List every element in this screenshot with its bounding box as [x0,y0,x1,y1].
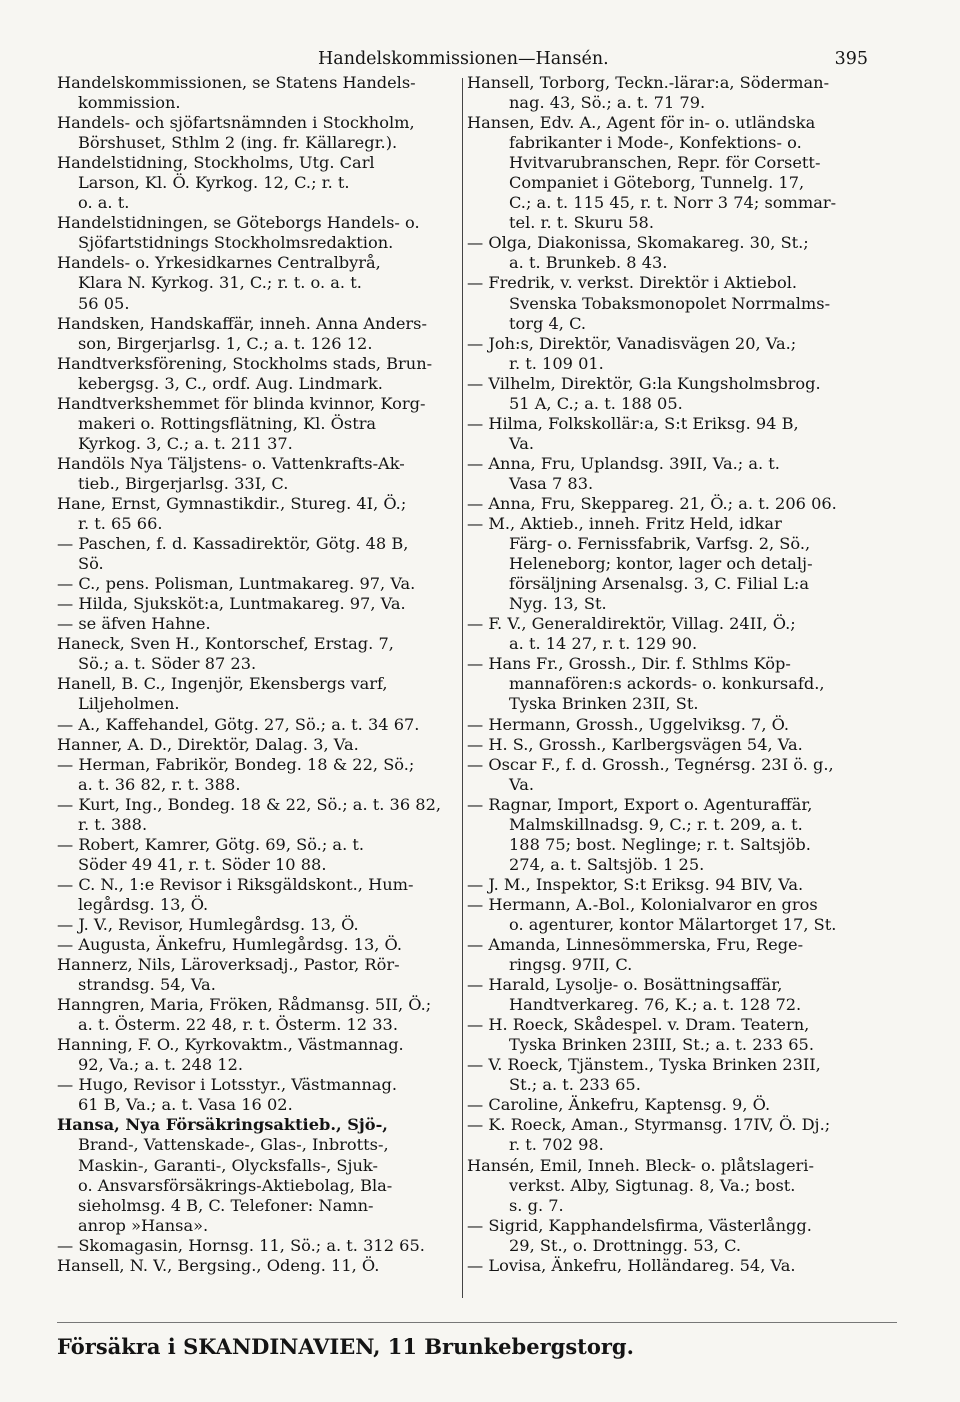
directory-line: Companiet i Göteborg, Tunnelg. 17, [509,173,805,193]
directory-line: o. Ansvarsförsäkrings-Aktiebolag, Bla- [78,1175,393,1195]
directory-line: nag. 43, Sö.; a. t. 71 79. [509,93,706,113]
directory-line: r. t. 109 01. [509,353,604,373]
directory-line: — Hans Fr., Grossh., Dir. f. Sthlms Köp- [467,654,791,674]
footer-advertisement: Försäkra i SKANDINAVIEN, 11 Brunkebergstorg. [57,1334,634,1359]
directory-line: 56 05. [78,293,130,313]
directory-line: Handelstidning, Stockholms, Utg. Carl [57,153,375,173]
directory-line: Hanngren, Maria, Fröken, Rådmansg. 5II, Ö.; [57,995,432,1015]
directory-line: Söder 49 41, r. t. Söder 10 88. [78,854,327,874]
directory-line: a. t. Österm. 22 48, r. t. Österm. 12 33. [78,1015,398,1035]
directory-line: — Hilda, Sjuksköt:a, Luntmakareg. 97, Va. [57,594,406,614]
directory-line: — Paschen, f. d. Kassadirektör, Götg. 48 B, [57,534,409,554]
directory-line: Larson, Kl. Ö. Kyrkog. 12, C.; r. t. [78,173,350,193]
directory-line: Svenska Tobaksmonopolet Norrmalms- [509,293,831,313]
directory-line: fabrikanter i Mode-, Konfektions- o. [509,133,802,153]
directory-line: Klara N. Kyrkog. 31, C.; r. t. o. a. t. [78,273,362,293]
directory-line: — Joh:s, Direktör, Vanadisvägen 20, Va.; [467,333,797,353]
directory-line: Hansell, Torborg, Teckn.-lärar:a, Söderman- [467,73,830,92]
directory-line: — Lovisa, Änkefru, Holländareg. 54, Va. [467,1255,796,1275]
directory-line: makeri o. Rottingsflätning, Kl. Östra [78,413,377,433]
directory-line: — Hugo, Revisor i Lotsstyr., Västmannag. [57,1075,397,1095]
directory-line: — J. M., Inspektor, S:t Eriksg. 94 BIV, Va. [467,874,804,894]
directory-line: tel. r. t. Skuru 58. [509,213,654,233]
directory-line: 61 B, Va.; a. t. Vasa 16 02. [78,1095,293,1115]
page-number: 395 [834,49,868,69]
directory-line: sieholmsg. 4 B, C. Telefoner: Namn- [78,1195,374,1215]
directory-line: verkst. Alby, Sigtunag. 8, Va.; bost. [509,1175,796,1195]
directory-line: Sö.; a. t. Söder 87 23. [78,654,257,674]
directory-line: — Hermann, A.-Bol., Kolonialvaror en gros [467,894,818,914]
directory-line: — C., pens. Polisman, Luntmakareg. 97, Va. [57,574,416,594]
directory-line: Handtverksförening, Stockholms stads, Brun- [57,353,433,373]
directory-line: St.; a. t. 233 65. [509,1075,641,1095]
directory-line: kebergsg. 3, C., ordf. Aug. Lindmark. [78,373,383,393]
running-title: Handelskommissionen—Hansén. [318,49,609,69]
directory-line: anrop »Hansa». [78,1215,209,1235]
directory-line: — Herman, Fabrikör, Bondeg. 18 & 22, Sö.; [57,754,415,774]
directory-line: Hannerz, Nils, Läroverksadj., Pastor, Rör- [57,955,400,975]
directory-line: — Ragnar, Import, Export o. Agenturaffär, [467,794,813,814]
directory-line: — H. S., Grossh., Karlbergsvägen 54, Va. [467,734,803,754]
directory-line: Färg- o. Fernissfabrik, Varfsg. 2, Sö., [509,534,811,554]
directory-line: ringsg. 97II, C. [509,955,633,975]
directory-line: Handtverkshemmet för blinda kvinnor, Korg- [57,393,426,413]
directory-line: — Vilhelm, Direktör, G:la Kungsholmsbrog. [467,373,821,393]
directory-line: Handels- och sjöfartsnämnden i Stockholm, [57,113,415,133]
directory-line: — M., Aktieb., inneh. Fritz Held, idkar [467,514,782,534]
directory-line: Liljeholmen. [78,694,180,714]
directory-line: Tyska Brinken 23III, St.; a. t. 233 65. [509,1035,814,1055]
directory-line: Hansell, N. V., Bergsing., Odeng. 11, Ö. [57,1255,380,1275]
directory-line: kommission. [78,93,181,113]
directory-line: — Skomagasin, Hornsg. 11, Sö.; a. t. 312 65. [57,1235,425,1255]
directory-line: — Harald, Lysolje- o. Bosättningsaffär, [467,975,783,995]
directory-line: Hanell, B. C., Ingenjör, Ekensbergs varf, [57,674,388,694]
directory-line: Nyg. 13, St. [509,594,607,614]
directory-line: — Anna, Fru, Skeppareg. 21, Ö.; a. t. 206 06. [467,493,837,513]
directory-line: — V. Roeck, Tjänstem., Tyska Brinken 23II, [467,1055,821,1075]
directory-line: 274, a. t. Saltsjöb. 1 25. [509,854,705,874]
directory-line: a. t. Brunkeb. 8 43. [509,253,668,273]
directory-line: a. t. 14 27, r. t. 129 90. [509,634,698,654]
directory-line: torg 4, C. [509,313,587,333]
directory-line: Malmskillnadsg. 9, C.; r. t. 209, a. t. [509,814,803,834]
directory-line: — Augusta, Änkefru, Humlegårdsg. 13, Ö. [57,935,403,955]
directory-line: — Olga, Diakonissa, Skomakareg. 30, St.; [467,233,809,253]
directory-line: Heleneborg; kontor, lager och detalj- [509,554,813,574]
directory-line: Haneck, Sven H., Kontorschef, Erstag. 7, [57,634,394,654]
directory-line: — Amanda, Linnesömmerska, Fru, Rege- [467,935,804,955]
directory-line: Kyrkog. 3, C.; a. t. 211 37. [78,433,293,453]
directory-line: Handöls Nya Täljstens- o. Vattenkrafts-Ak- [57,453,405,473]
directory-line: mannafören:s ackords- o. konkursafd., [509,674,825,694]
directory-line: Hanner, A. D., Direktör, Dalag. 3, Va. [57,734,359,754]
directory-line: Handtverkareg. 76, K.; a. t. 128 72. [509,995,802,1015]
directory-line: o. agenturer, kontor Mälartorget 17, St. [509,914,837,934]
directory-line: — Sigrid, Kapphandelsfirma, Västerlångg. [467,1215,812,1235]
directory-line: tieb., Birgerjarlsg. 33I, C. [78,473,289,493]
directory-line: Handels- o. Yrkesidkarnes Centralbyrå, [57,253,381,273]
left-column [57,73,460,1276]
directory-line: — Robert, Kamrer, Götg. 69, Sö.; a. t. [57,834,365,854]
directory-line: Handelskommissionen, se Statens Handels- [57,73,416,92]
directory-line: Hansen, Edv. A., Agent för in- o. utländska [467,113,816,133]
footer-rule [57,1322,897,1323]
directory-line: — Hermann, Grossh., Uggelviksg. 7, Ö. [467,714,790,734]
directory-line: — se äfven Hahne. [57,614,211,634]
directory-line: Sjöfartstidnings Stockholmsredaktion. [78,233,394,253]
directory-line: Hanning, F. O., Kyrkovaktm., Västmannag. [57,1035,404,1055]
directory-line: Brand-, Vattenskade-, Glas-, Inbrotts-, [78,1135,389,1155]
directory-line: r. t. 388. [78,814,148,834]
directory-line: son, Birgerjarlsg. 1, C.; a. t. 126 12. [78,333,373,353]
directory-line: 92, Va.; a. t. 248 12. [78,1055,244,1075]
directory-line: Vasa 7 83. [509,473,594,493]
directory-line: Hvitvarubranschen, Repr. för Corsett- [509,153,821,173]
right-column [467,73,887,1276]
directory-line: Hansa, Nya Försäkringsaktieb., Sjö-, [57,1115,388,1135]
page-header [0,49,960,75]
directory-line: strandsg. 54, Va. [78,975,216,995]
directory-line: legårdsg. 13, Ö. [78,894,209,914]
directory-line: — Oscar F., f. d. Grossh., Tegnérsg. 23I ö. g., [467,754,834,774]
directory-line: — J. V., Revisor, Humlegårdsg. 13, Ö. [57,914,359,934]
directory-line: Sö. [78,554,104,574]
directory-line: — K. Roeck, Aman., Styrmansg. 17IV, Ö. Dj.; [467,1115,831,1135]
directory-line: Handelstidningen, se Göteborgs Handels- o. [57,213,420,233]
directory-line: — F. V., Generaldirektör, Villag. 24II, Ö.; [467,614,796,634]
directory-line: — A., Kaffehandel, Götg. 27, Sö.; a. t. 34 67. [57,714,420,734]
directory-line: Maskin-, Garanti-, Olycksfalls-, Sjuk- [78,1155,378,1175]
directory-line: försäljning Arsenalsg. 3, C. Filial L:a [509,574,809,594]
directory-line: — C. N., 1:e Revisor i Riksgäldskont., Hum- [57,874,414,894]
directory-line: 29, St., o. Drottningg. 53, C. [509,1235,742,1255]
directory-line: 188 75; bost. Neglinge; r. t. Saltsjöb. [509,834,811,854]
directory-line: Handsken, Handskaffär, inneh. Anna Anders- [57,313,427,333]
column-divider [462,78,463,1298]
directory-line: — Kurt, Ing., Bondeg. 18 & 22, Sö.; a. t. 36 82, [57,794,442,814]
directory-line: — Hilma, Folkskollär:a, S:t Eriksg. 94 B, [467,413,799,433]
directory-line: o. a. t. [78,193,130,213]
directory-line: Va. [509,433,534,453]
directory-line: — Fredrik, v. verkst. Direktör i Aktiebol. [467,273,798,293]
directory-line: Hansén, Emil, Inneh. Bleck- o. plåtslageri- [467,1155,814,1175]
directory-line: Börshuset, Sthlm 2 (ing. fr. Källaregr.). [78,133,398,153]
directory-line: r. t. 702 98. [509,1135,604,1155]
directory-line: r. t. 65 66. [78,514,163,534]
directory-line: a. t. 36 82, r. t. 388. [78,774,241,794]
directory-line: 51 A, C.; a. t. 188 05. [509,393,683,413]
directory-line: — Caroline, Änkefru, Kaptensg. 9, Ö. [467,1095,771,1115]
directory-line: — Anna, Fru, Uplandsg. 39II, Va.; a. t. [467,453,780,473]
directory-line: C.; a. t. 115 45, r. t. Norr 3 74; sommar- [509,193,837,213]
directory-line: — H. Roeck, Skådespel. v. Dram. Teatern, [467,1015,810,1035]
directory-line: s. g. 7. [509,1195,564,1215]
directory-line: Tyska Brinken 23II, St. [509,694,699,714]
directory-line: Hane, Ernst, Gymnastikdir., Stureg. 4I, Ö.; [57,493,407,513]
directory-line: Va. [509,774,534,794]
